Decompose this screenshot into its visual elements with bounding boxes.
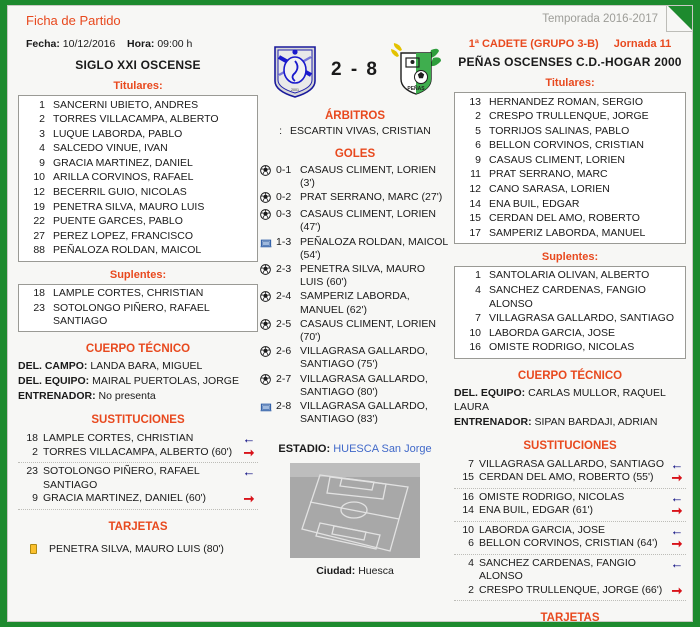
player-number: 1 [475, 269, 481, 282]
sheet-header [8, 6, 692, 36]
home-del-equipo-value: MAIRAL PUERTOLAS, JORGE [92, 375, 239, 388]
match-score: 2 - 8 [330, 59, 380, 80]
goles-heading: GOLES [334, 148, 376, 160]
substitute-row [455, 269, 685, 284]
arrow-out-icon: ➞ [671, 582, 683, 598]
svg-text:PEÑAS: PEÑAS [407, 86, 425, 92]
player-name: BELLON CORVINOS, CRISTIAN [489, 139, 645, 152]
substitute-row [455, 326, 685, 341]
goal-running-score: 2-8 [276, 399, 292, 412]
arrow-out-icon: ➞ [671, 470, 683, 485]
home-substitutes-list [18, 284, 258, 333]
goal-running-score: 0-2 [276, 190, 292, 203]
goal-row [260, 190, 450, 207]
goal-scorer-name: PENETRA SILVA, MAURO LUIS (60') [300, 262, 426, 289]
player-number: 18 [26, 432, 38, 445]
date-label: Fecha: [26, 38, 60, 50]
player-name: LAMPLE CORTES, CHRISTIAN [43, 432, 194, 445]
starter-row [455, 197, 685, 212]
competition-name: 1ª CADETE (GRUPO 3-B) [468, 38, 599, 50]
starter-row [19, 244, 257, 259]
player-name: SANCHEZ CARDENAS, FANGIO ALONSO [479, 556, 636, 582]
own-goal-net-icon [260, 237, 272, 248]
player-name: SALCEDO VINUE, IVAN [53, 142, 168, 155]
ciudad-label: Ciudad: [316, 564, 356, 577]
estadio-label: ESTADIO: [278, 442, 331, 455]
player-name: VILLAGRASA GALLARDO, SANTIAGO [479, 457, 664, 470]
referee-row [260, 125, 450, 137]
player-name: CERDAN DEL AMO, ROBERTO (55') [479, 471, 654, 483]
away-entrenador-value: SIPAN BARDAJI, ADRIAN [534, 415, 658, 428]
goal-running-score: 1-3 [276, 235, 292, 248]
player-number: 9 [475, 153, 481, 166]
arbitros-heading: ÁRBITROS [324, 110, 386, 122]
season-label: Temporada 2016-2017 [542, 13, 658, 25]
goal-row [260, 317, 450, 344]
time-value: 09:00 h [157, 38, 193, 50]
substitution-in-row [454, 557, 686, 584]
player-number: 2 [468, 583, 474, 596]
player-number: 88 [33, 244, 45, 257]
substitution-pair [18, 463, 258, 510]
referee-prefix: : [279, 125, 283, 137]
goal-scorer-name: VILLAGRASA GALLARDO, SANTIAGO (80') [300, 372, 428, 398]
substitution-pair [454, 456, 686, 489]
card-row [18, 541, 258, 557]
player-number: 13 [469, 95, 481, 108]
substitution-out-row [454, 504, 686, 518]
home-del-campo [18, 359, 258, 373]
away-substitutions [454, 456, 686, 602]
goal-row [260, 163, 450, 190]
away-team-column [454, 38, 686, 621]
away-del-equipo-value: CARLAS MULLOR, RAQUEL LAURA [454, 386, 666, 413]
arrow-out-icon: ➞ [243, 491, 255, 507]
city-name: Huesca [358, 564, 394, 577]
substitution-in-row [454, 491, 686, 505]
player-number: 16 [469, 341, 481, 354]
home-sustituciones-heading: SUSTITUCIONES [91, 414, 185, 427]
goal-row [260, 399, 450, 426]
player-number: 6 [475, 139, 481, 152]
player-name: SANCERNI UBIETO, ANDRES [53, 98, 199, 111]
date-value: 10/12/2016 [62, 38, 116, 50]
stadium-info [260, 443, 450, 455]
player-number: 4 [39, 142, 45, 155]
player-number: 10 [469, 326, 481, 339]
starter-row [19, 156, 257, 171]
player-name: TORRIJOS SALINAS, PABLO [489, 124, 630, 137]
starter-row [455, 226, 685, 241]
player-number: 7 [468, 457, 474, 470]
starter-row [455, 168, 685, 183]
substitution-pair [454, 555, 686, 602]
substitute-row [455, 341, 685, 356]
away-entrenador [454, 415, 686, 429]
home-starters-list [18, 95, 258, 262]
page-corner-fold [666, 6, 692, 32]
player-name: BELLON CORVINOS, CRISTIAN (64') [479, 537, 658, 549]
soccer-ball-icon [260, 291, 271, 302]
player-number: 23 [26, 465, 38, 478]
goal-row [260, 208, 450, 235]
player-number: 14 [462, 504, 474, 516]
player-number: 27 [33, 229, 45, 242]
away-crest-icon [387, 41, 443, 99]
player-name: ENA BUIL, EDGAR (61') [479, 504, 594, 516]
substitute-row [455, 284, 685, 312]
home-team-name: SIGLO XXI OSCENSE [75, 58, 201, 72]
player-name: OMISTE RODRIGO, NICOLAS [479, 490, 625, 503]
soccer-ball-icon [260, 192, 271, 203]
arrow-out-icon: ➞ [243, 444, 255, 460]
starter-row [19, 127, 257, 142]
goal-running-score: 2-6 [276, 345, 292, 358]
player-name: PEÑALOZA ROLDAN, MAICOL [53, 244, 202, 257]
player-name: PENETRA SILVA, MAURO LUIS [53, 200, 205, 213]
home-titulares-heading: Titulares: [113, 80, 163, 92]
player-name: HERNANDEZ ROMAN, SERGIO [489, 95, 644, 108]
goals-list [260, 163, 450, 427]
player-name: OMISTE RODRIGO, NICOLAS [489, 341, 635, 354]
player-name: ARILLA CORVINOS, RAFAEL [53, 171, 194, 184]
own-goal-net-icon [260, 401, 272, 412]
substitution-pair [454, 522, 686, 555]
player-name: PEREZ LOPEZ, FRANCISCO [53, 229, 194, 242]
goal-scorer-name: CASAUS CLIMENT, LORIEN (70') [300, 317, 436, 343]
away-del-equipo [454, 386, 686, 414]
arrow-out-icon: ➞ [671, 536, 683, 551]
away-team-name: PEÑAS OSCENSES C.D.-HOGAR 2000 [458, 55, 682, 69]
arrow-in-icon: ← [670, 555, 684, 571]
player-number: 17 [469, 226, 481, 239]
player-number: 16 [462, 490, 474, 503]
player-name: LABORDA GARCIA, JOSE [479, 523, 606, 536]
arrow-in-icon: ← [242, 464, 256, 480]
player-name: GRACIA MARTINEZ, DANIEL [53, 156, 193, 169]
player-name: LAMPLE CORTES, CHRISTIAN [53, 287, 204, 300]
player-number: 4 [468, 556, 474, 569]
player-name: TORRES VILLACAMPA, ALBERTO (60') [43, 445, 233, 458]
yellow-card-icon [30, 544, 37, 554]
goal-scorer-name: PEÑALOZA ROLDAN, MAICOL (54') [300, 235, 448, 261]
scoreboard [260, 41, 450, 99]
home-suplentes-heading: Suplentes: [109, 268, 167, 281]
player-name: SANTOLARIA OLIVAN, ALBERTO [489, 269, 650, 282]
player-name: LUQUE LABORDA, PABLO [53, 127, 183, 140]
player-number: 23 [33, 301, 45, 314]
away-titulares-heading: Titulares: [545, 77, 595, 89]
player-name: ENA BUIL, EDGAR [489, 197, 580, 210]
substitution-out-row [454, 584, 686, 598]
starter-row [19, 113, 257, 128]
goal-running-score: 2-5 [276, 317, 292, 330]
player-name: CERDAN DEL AMO, ROBERTO [489, 212, 640, 225]
starter-row [455, 183, 685, 198]
substitution-out-row [454, 537, 686, 551]
arrow-in-icon: ← [670, 489, 684, 505]
player-name: PRAT SERRANO, MARC [489, 168, 608, 181]
away-starters-list [454, 92, 686, 244]
player-number: 2 [32, 445, 38, 458]
stadium-name: HUESCA San Jorge [333, 442, 432, 455]
player-number: 15 [469, 212, 481, 225]
matchday-label: Jornada 11 [613, 38, 672, 50]
arrow-out-icon: ➞ [671, 503, 683, 518]
goal-running-score: 2-7 [276, 372, 292, 385]
entrenador-label: ENTRENADOR: [18, 390, 96, 403]
player-name: LABORDA GARCIA, JOSE [489, 326, 616, 339]
goal-running-score: 0-1 [276, 163, 292, 176]
goal-row [260, 262, 450, 289]
player-number: 14 [469, 197, 481, 210]
arrow-in-icon: ← [670, 456, 684, 472]
substitute-row [19, 287, 257, 302]
player-name: CRESPO TRULLENQUE, JORGE (66') [479, 583, 663, 596]
substitution-in-row [18, 465, 258, 492]
player-number: 5 [475, 124, 481, 137]
away-substitutes-list [454, 266, 686, 359]
starter-row [455, 95, 685, 110]
soccer-ball-icon [260, 209, 271, 220]
soccer-ball-icon [260, 374, 271, 385]
goal-scorer-name: VILLAGRASA GALLARDO, SANTIAGO (75') [300, 345, 428, 371]
goal-scorer-name: SAMPERIZ LABORDA, MANUEL (62') [300, 290, 410, 316]
player-number: 9 [39, 156, 45, 169]
away-cuerpo-tecnico-heading: CUERPO TÉCNICO [517, 369, 623, 382]
home-entrenador-value: No presenta [98, 390, 156, 403]
substitution-in-row [454, 524, 686, 538]
player-name: PUENTE GARCES, PABLO [53, 215, 183, 228]
goal-running-score: 2-4 [276, 290, 292, 303]
home-del-equipo [18, 374, 258, 388]
home-del-campo-value: LANDA BARA, MIGUEL [90, 360, 203, 373]
player-name: CANO SARASA, LORIEN [489, 183, 610, 196]
arrow-in-icon: ← [242, 431, 256, 447]
player-number: 4 [475, 284, 481, 297]
substitution-in-row [454, 458, 686, 472]
player-number: 12 [33, 186, 45, 199]
del-equipo-label: DEL. EQUIPO: [454, 386, 526, 399]
center-column [260, 38, 450, 621]
home-team-column [18, 38, 258, 621]
city-info [260, 565, 450, 577]
player-name: SOTOLONGO PIÑERO, RAFAEL SANTIAGO [53, 301, 210, 328]
player-number: 19 [33, 200, 45, 213]
starter-row [19, 229, 257, 244]
substitution-pair [18, 430, 258, 463]
player-number: 12 [469, 183, 481, 196]
player-number: 22 [33, 215, 45, 228]
home-staff [18, 359, 258, 403]
goal-scorer-name: CASAUS CLIMENT, LORIEN (47') [300, 208, 436, 234]
player-name: BECERRIL GUIO, NICOLAS [53, 186, 187, 199]
player-name: VILLAGRASA GALLARDO, SANTIAGO [489, 312, 674, 325]
starter-row [19, 200, 257, 215]
substitution-out-row [18, 446, 258, 460]
starter-row [19, 98, 257, 113]
home-tarjetas-heading: TARJETAS [108, 520, 168, 533]
player-number: 9 [32, 492, 38, 505]
del-equipo-label: DEL. EQUIPO: [18, 375, 90, 388]
player-name: SOTOLONGO PIÑERO, RAFAEL SANTIAGO [43, 465, 200, 491]
player-number: 11 [470, 168, 481, 181]
match-sheet [7, 5, 693, 622]
goal-running-score: 2-3 [276, 262, 292, 275]
goal-row [260, 235, 450, 262]
goal-scorer-name: PRAT SERRANO, MARC (27') [300, 190, 443, 203]
away-suplentes-heading: Suplentes: [541, 250, 599, 263]
player-number: 2 [39, 113, 45, 126]
goal-row [260, 345, 450, 372]
page-title: Ficha de Partido [26, 13, 121, 28]
substitute-row [455, 312, 685, 327]
match-datetime [18, 38, 258, 53]
soccer-ball-icon [260, 165, 271, 176]
player-name: GRACIA MARTINEZ, DANIEL (60') [43, 492, 207, 505]
home-crest-icon [267, 41, 323, 99]
goal-scorer-name: CASAUS CLIMENT, LORIEN (3') [300, 163, 436, 189]
svg-text:2001: 2001 [290, 88, 299, 92]
starter-row [19, 215, 257, 230]
player-number: 15 [462, 471, 474, 483]
soccer-ball-icon [260, 346, 271, 357]
player-name: TORRES VILLACAMPA, ALBERTO [53, 113, 219, 126]
home-cards [18, 541, 258, 557]
player-number: 18 [33, 287, 45, 300]
arrow-in-icon: ← [670, 522, 684, 538]
player-number: 7 [475, 312, 481, 325]
goal-scorer-name: VILLAGRASA GALLARDO, SANTIAGO (83') [300, 399, 428, 426]
player-number: 1 [39, 98, 45, 111]
competition-line [454, 38, 686, 50]
substitute-row [19, 301, 257, 329]
away-tarjetas-heading: TARJETAS [540, 612, 600, 622]
stadium-aerial-photo [290, 463, 420, 558]
starter-row [19, 142, 257, 157]
substitution-out-row [18, 492, 258, 506]
del-campo-label: DEL. CAMPO: [18, 360, 88, 373]
starter-row [19, 186, 257, 201]
referee-name: ESCARTIN VIVAS, CRISTIAN [290, 125, 431, 137]
referees-list [260, 125, 450, 137]
player-number: 2 [475, 110, 481, 123]
entrenador-label: ENTRENADOR: [454, 415, 532, 428]
substitution-pair [454, 489, 686, 522]
home-substitutions [18, 430, 258, 510]
player-number: 10 [462, 523, 474, 536]
card-player-name: PENETRA SILVA, MAURO LUIS (80') [49, 542, 224, 555]
away-staff [454, 386, 686, 429]
goal-running-score: 0-3 [276, 208, 292, 221]
time-label: Hora: [127, 38, 155, 50]
starter-row [455, 212, 685, 227]
soccer-ball-icon [260, 319, 271, 330]
player-number: 3 [39, 127, 45, 140]
home-cuerpo-tecnico-heading: CUERPO TÉCNICO [85, 343, 191, 356]
goal-row [260, 372, 450, 399]
starter-row [455, 110, 685, 125]
player-name: CASAUS CLIMENT, LORIEN [489, 153, 625, 166]
player-number: 6 [468, 537, 474, 549]
starter-row [19, 171, 257, 186]
starter-row [455, 124, 685, 139]
home-entrenador [18, 389, 258, 403]
soccer-ball-icon [260, 264, 271, 275]
player-name: SAMPERIZ LABORDA, MANUEL [489, 226, 646, 239]
substitution-in-row [18, 432, 258, 446]
goal-row [260, 290, 450, 317]
player-name: CRESPO TRULLENQUE, JORGE [489, 110, 649, 123]
starter-row [455, 139, 685, 154]
substitution-out-row [454, 471, 686, 485]
starter-row [455, 153, 685, 168]
player-number: 10 [33, 171, 45, 184]
away-sustituciones-heading: SUSTITUCIONES [523, 439, 617, 452]
player-name: SANCHEZ CARDENAS, FANGIO ALONSO [489, 284, 646, 310]
